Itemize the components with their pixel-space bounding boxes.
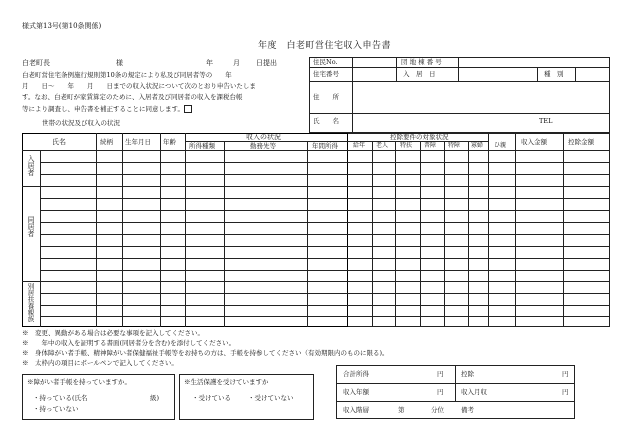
col-deduction-6: ひ親 <box>494 142 507 149</box>
type-label: 種 別 <box>544 70 564 78</box>
applicant-info-box <box>309 57 610 133</box>
col-deduction-3: 普障 <box>424 142 437 149</box>
date-day-submitted: 日提出 <box>256 59 277 67</box>
form-number: 様式第13号(第10条関係) <box>22 22 102 30</box>
group-cohabitant: 同居者 <box>27 216 35 237</box>
deduction-yen: 円 <box>562 370 569 378</box>
group-separate: 別居扶養親族 <box>26 283 35 322</box>
col-annual-income: 年間所得 <box>312 142 338 150</box>
col-birth: 生年月日 <box>125 138 151 146</box>
consent-line-1: 白老町営住宅条例施行規則第10条の規定により私及び同居者等の 年 <box>22 71 232 79</box>
income-class-no: 第 <box>398 406 405 414</box>
disability-grade: 級) <box>150 394 160 402</box>
col-deduction-1: 老人 <box>376 142 389 149</box>
name-label: 氏 名 <box>313 117 339 125</box>
annual-income-yen: 円 <box>437 388 444 396</box>
col-deduction-5: 寡婦 <box>471 142 484 149</box>
col-income-type: 所得種類 <box>189 142 215 150</box>
monthly-income-yen: 円 <box>562 388 569 396</box>
address-label: 住 所 <box>313 93 339 101</box>
deduction-label: 控除 <box>461 370 474 378</box>
house-no-label: 住宅番号 <box>313 70 339 78</box>
col-income-amount: 収入金額 <box>521 138 547 146</box>
col-deduction-amount: 控除金額 <box>568 138 594 146</box>
total-income-yen: 円 <box>437 370 444 378</box>
col-deduction-status: 控除要件の対象状況 <box>390 133 449 141</box>
consent-line-2: 月 日～ 年 月 日までの収入状況について次のとおり申告いたしま <box>22 82 256 90</box>
tel-label: TEL <box>539 117 553 125</box>
note-3: ※ 身体障がい者手帳、精神障がい者保健福祉手帳等をお持ちの方は、手帳を持参してください（有効期限内のものに限る)。 <box>22 349 389 357</box>
remarks-label: 備考 <box>461 406 474 414</box>
annual-income-label: 収入年額 <box>343 388 369 396</box>
col-name: 氏名 <box>52 138 66 146</box>
note-4: ※ 太枠内の項目にボールペンで記入してください。 <box>22 359 178 367</box>
disability-yes[interactable]: ・持っている(氏名 <box>33 394 88 402</box>
welfare-question: ※生活保護を受けていますか <box>184 378 269 386</box>
honorific: 様 <box>116 59 123 67</box>
income-class-label: 収入階層 <box>343 406 369 414</box>
disability-no[interactable]: ・持っていない <box>33 405 79 413</box>
resident-no-label: 住民No. <box>313 58 338 66</box>
col-relation: 続柄 <box>100 138 113 146</box>
income-class-unit: 分位 <box>431 406 444 414</box>
col-deduction-0: 給年 <box>353 142 366 149</box>
consent-checkbox[interactable] <box>184 105 192 113</box>
col-age: 年齢 <box>163 138 176 146</box>
note-2: ※ 年中の収入を証明する書面(同居者分を含む)を添付してください。 <box>22 339 236 347</box>
total-income-label: 合計所得 <box>343 370 369 378</box>
consent-line-4: 等により調査し、申告書を補正することに同意します。 <box>22 105 192 113</box>
col-deduction-2: 特扶 <box>400 142 413 149</box>
move-in-label: 入 居 日 <box>403 70 436 78</box>
addressee: 白老町長 <box>22 59 50 67</box>
date-month: 月 <box>233 59 240 67</box>
form-title: 年度 白老町営住宅収入申告書 <box>258 41 392 51</box>
col-workplace: 勤務先等 <box>250 142 276 150</box>
col-income-status: 収入の状況 <box>246 133 281 141</box>
monthly-income-label: 収入月収 <box>461 388 487 396</box>
group-resident: 入居者 <box>27 155 35 176</box>
welfare-no[interactable]: ・受けていない <box>248 394 294 402</box>
complex-no-label: 団 地 棟 番 号 <box>401 58 442 66</box>
col-deduction-4: 特障 <box>448 142 461 149</box>
date-year: 年 <box>206 59 213 67</box>
note-1: ※ 変更、異動がある場合は必要な事項を記入してください。 <box>22 329 204 337</box>
disability-question: ※障がい者手帳を持っていますか。 <box>27 378 131 386</box>
household-status-title: 世帯の状況及び収入の状況 <box>42 119 120 127</box>
welfare-yes[interactable]: ・受けている <box>192 394 231 402</box>
consent-line-3: す。なお、白老町が家賃算定のために、入居者及び同居者の収入を課税台帳 <box>22 93 243 101</box>
